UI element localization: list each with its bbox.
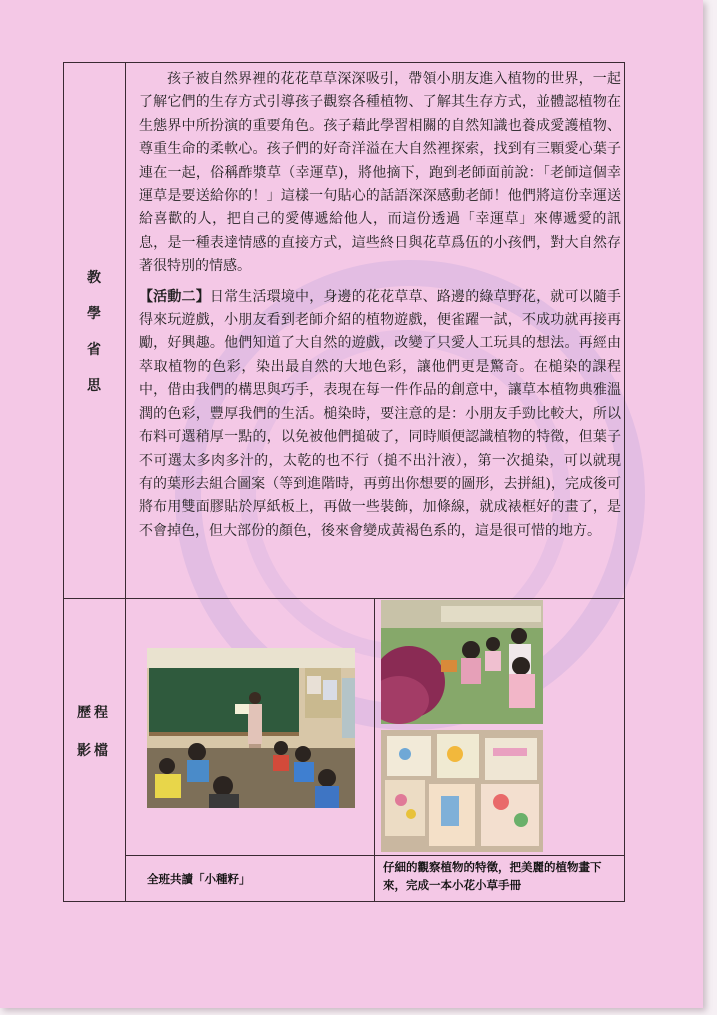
- teaching-reflection-label: [63, 252, 125, 412]
- label-line: 影檔: [77, 743, 111, 759]
- outdoor-photo-art: [381, 600, 543, 724]
- process-archive-label: [63, 682, 125, 782]
- caption-row-divider: [125, 855, 625, 856]
- label-char: 省: [87, 342, 101, 358]
- table-right-border: [624, 62, 625, 902]
- reflection-text: [139, 68, 621, 543]
- record-table: [63, 62, 625, 902]
- drawings-photo-art: [381, 730, 543, 852]
- classroom-photo-caption: 全班共讀「小種籽」: [147, 872, 251, 886]
- outdoor-plant-observation-photo: [381, 600, 543, 724]
- plant-drawings-photo: [381, 730, 543, 852]
- reflection-paragraph-1: 孩子被自然界裡的花花草草深深吸引，帶領小朋友進入植物的世界，一起了解它們的生存方式引導孩子觀察各種植物、了解其生存方式，並體認植物在生態界中所扮演的重要角色。孩子藉此學習相關的自然知識也養成愛護植物、尊重生命的柔軟心。孩子們的好奇洋溢在大自然裡探索，找到有三顆愛心葉子連在一起，俗稱酢漿草（幸運草)，將他摘下，跑到老師面前說：「老師這個幸運草是要送給你的！」這樣一句貼心的話語深深感動老師！他們將這份幸運送給喜歡的人，把自己的愛傳遞給他人，而這份透過「幸運草」來傳遞愛的訊息，是一種表達情感的直接方式，這些終日與花草爲伍的小孩們，對大自然存著很特別的情感。: [139, 71, 621, 275]
- reflection-paragraph-2: [139, 286, 621, 543]
- activity-description: 日常生活環境中，身邊的花花草草、路邊的綠草野花，就可以隨手得來玩遊戲，小朋友看到老師介紹的植物遊戲，便雀躍一試，不成功就再接再勵，好興趣。他們知道了大自然的遊戲，改變了只愛人工玩具的想法。再經由萃取植物的色彩，染出最自然的大地色彩，讓他們更是驚奇。在槌染的課程中，借由我們的構思與巧手，表現在每一件作品的創意中，讓草本植物典雅溫潤的色彩，豐厚我們的生活。槌染時，要注意的是：小朋友手勁比較大，所以布料可選稍厚一點的，以免被他們搥破了，同時順便認識植物的特徵，但葉子不可選太多肉多汁的，太乾的也不行（搥不出汁液），第一次搥染，可以就現有的葉形去組合圖案（等到進階時，再剪出你想要的圖形，去拼組)，完成後可將布用雙面膠貼於厚紙板上，再做一些裝飾，加條線，就成裱框好的畫了，是不會掉色，但大部份的顏色，後來會變成黃褐色系的，這是很可惜的地方。: [139, 288, 622, 539]
- drawings-photo-caption: 仔細的觀察植物的特徵，把美麗的植物畫下來，完成一本小花小草手冊: [383, 860, 602, 892]
- label-line: 歷程: [77, 705, 111, 721]
- photo-column-divider: [374, 598, 375, 902]
- row-divider: [63, 598, 625, 599]
- classroom-photo-art: [147, 648, 355, 808]
- activity-tag: 【活動二】: [139, 288, 210, 305]
- label-column-divider: [125, 62, 126, 902]
- classroom-reading-photo: [147, 648, 355, 808]
- label-char: 教: [87, 270, 101, 286]
- label-char: 思: [87, 378, 101, 394]
- table-bottom-border: [63, 901, 625, 902]
- table-top-border: [63, 62, 625, 63]
- label-char: 學: [87, 306, 101, 322]
